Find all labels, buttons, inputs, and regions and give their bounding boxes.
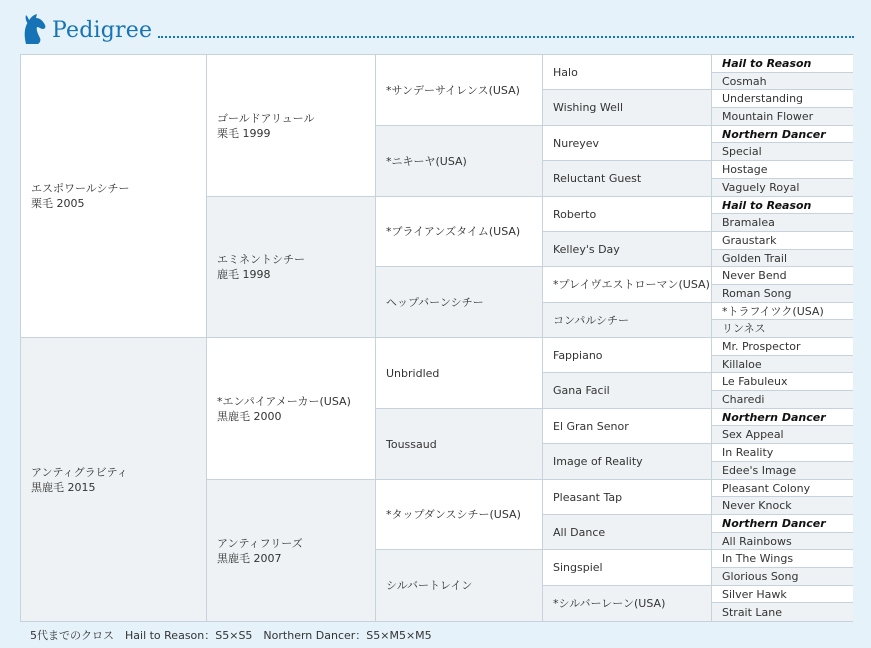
horse-entry xyxy=(722,74,767,89)
pedigree-cell-g5 xyxy=(712,320,853,338)
horse-name: *ブライアンズタイム(USA) xyxy=(386,225,521,238)
horse-entry xyxy=(722,127,826,142)
page-title: Pedigree xyxy=(52,18,153,43)
pedigree-cell-g5 xyxy=(712,250,853,267)
horse-entry xyxy=(553,65,578,80)
horse-entry xyxy=(386,83,520,98)
horse-name: Pleasant Tap xyxy=(553,490,623,504)
pedigree-cell-g5 xyxy=(712,550,853,568)
horse-name: Northern Dancer xyxy=(722,127,826,141)
horse-name: Charedi xyxy=(722,393,765,406)
pedigree-cell-g5 xyxy=(712,90,853,108)
horse-entry xyxy=(553,560,603,575)
horse-entry xyxy=(722,198,811,213)
pedigree-cell-g5 xyxy=(712,232,853,250)
pedigree-cell-g5 xyxy=(712,409,853,426)
pedigree-cell-g5 xyxy=(712,338,853,356)
horse-name: Strait Lane xyxy=(722,605,783,619)
pedigree-cell-g5 xyxy=(712,426,853,444)
horse-name: Bramalea xyxy=(722,216,775,229)
horse-entry xyxy=(722,498,792,513)
horse-entry xyxy=(553,383,610,398)
pedigree-cell-g4 xyxy=(543,444,712,480)
horse-name: Wishing Well xyxy=(553,101,624,114)
pedigree-cell-g4 xyxy=(543,267,712,303)
horse-name: Understanding xyxy=(722,92,804,105)
horse-entry xyxy=(386,437,437,452)
pedigree-cell-g5 xyxy=(712,568,853,586)
horse-entry xyxy=(722,410,826,425)
pedigree-cell-g5 xyxy=(712,214,853,232)
pedigree-cell-g4 xyxy=(543,480,712,515)
horse-name: Sex Appeal xyxy=(722,428,784,441)
horse-name: *サンデーサイレンス(USA) xyxy=(386,83,520,97)
horse-entry xyxy=(722,304,824,319)
horse-entry xyxy=(386,578,472,593)
horse-entry xyxy=(722,605,782,620)
horse-name: Northern Dancer xyxy=(722,517,826,530)
pedigree-cell-g4 xyxy=(543,409,712,444)
pedigree-cell-g5 xyxy=(712,126,853,143)
horse-name: Reluctant Guest xyxy=(553,172,642,185)
pedigree-cell-g5 xyxy=(712,533,853,550)
horse-entry xyxy=(386,295,484,310)
horse-entry xyxy=(722,445,773,460)
pedigree-cell-g5 xyxy=(712,373,853,391)
pedigree-cell-g5 xyxy=(712,480,853,497)
horse-name: Roberto xyxy=(553,207,597,221)
pedigree-cell-g4 xyxy=(543,303,712,338)
pedigree-header xyxy=(16,12,854,48)
horse-name: エミネントシチー xyxy=(217,253,305,266)
pedigree-cell-g4 xyxy=(543,232,712,267)
horse-name: Halo xyxy=(553,65,578,79)
horse-entry xyxy=(722,233,776,248)
horse-color-year: 栗毛 2005 xyxy=(31,197,85,210)
pedigree-cell-g4 xyxy=(543,161,712,197)
horse-name: Hail to Reason xyxy=(722,57,812,70)
pedigree-cell-g3 xyxy=(376,197,543,267)
horse-name: アンティグラビティ xyxy=(31,465,128,479)
horse-name: Edee's Image xyxy=(722,464,797,477)
horse-entry xyxy=(553,171,641,186)
horse-name: Never Knock xyxy=(722,499,792,512)
horse-name: エスポワールシチー xyxy=(31,182,130,195)
pedigree-cell-g4 xyxy=(543,515,712,550)
horse-name: *ニキーヤ(USA) xyxy=(386,154,467,168)
horse-name: Cosmah xyxy=(722,74,767,88)
horse-entry xyxy=(722,551,793,566)
horse-name: Glorious Song xyxy=(722,570,799,583)
horse-entry xyxy=(722,357,762,372)
horse-name: All Dance xyxy=(553,525,606,539)
pedigree-cell-g3 xyxy=(376,267,543,338)
horse-entry xyxy=(722,109,813,124)
pedigree-cell-g5 xyxy=(712,197,853,214)
horse-entry xyxy=(217,252,305,282)
horse-color-year: 鹿毛 1998 xyxy=(217,268,271,281)
pedigree-cell-g5 xyxy=(712,497,853,515)
horse-name: Northern Dancer xyxy=(722,410,826,424)
pedigree-cell-g5 xyxy=(712,462,853,480)
horse-entry xyxy=(722,481,810,496)
horse-entry xyxy=(31,181,130,211)
pedigree-table xyxy=(20,54,853,622)
pedigree-cell-g4 xyxy=(543,550,712,586)
horse-entry xyxy=(553,277,710,292)
pedigree-cell-g4 xyxy=(543,126,712,161)
pedigree-cell-g5 xyxy=(712,143,853,161)
pedigree-cell-g3 xyxy=(376,338,543,409)
pedigree-cell-g3 xyxy=(376,550,543,621)
horse-head-icon xyxy=(18,12,48,46)
horse-name: *プレイヴエストローマン(USA) xyxy=(553,278,710,291)
horse-name: El Gran Senor xyxy=(553,419,629,433)
horse-name: Fappiano xyxy=(553,348,603,362)
pedigree-cell-g5 xyxy=(712,285,853,303)
pedigree-cell-g2 xyxy=(207,197,376,338)
pedigree-cell-g4 xyxy=(543,90,712,126)
pedigree-cell-g4 xyxy=(543,586,712,621)
horse-name: Vaguely Royal xyxy=(722,181,800,194)
horse-entry xyxy=(722,427,784,442)
horse-name: Killaloe xyxy=(722,357,762,371)
horse-name: Mr. Prospector xyxy=(722,340,801,353)
horse-name: アンティフリーズ xyxy=(217,536,303,550)
horse-entry xyxy=(553,419,629,434)
horse-name: Golden Trail xyxy=(722,251,788,265)
horse-name: *エンパイアメーカー(USA) xyxy=(217,394,351,408)
horse-color-year: 黒鹿毛 2000 xyxy=(217,409,282,423)
horse-name: ヘップバーンシチー xyxy=(386,295,484,309)
horse-entry xyxy=(722,251,787,266)
horse-name: シルバートレイン xyxy=(386,579,473,592)
horse-entry xyxy=(722,215,775,230)
pedigree-cell-g4 xyxy=(543,373,712,409)
horse-entry xyxy=(553,490,622,505)
horse-name: Image of Reality xyxy=(553,455,643,468)
horse-name: リンネス xyxy=(722,322,766,335)
horse-name: Mountain Flower xyxy=(722,110,814,123)
pedigree-cell-g5 xyxy=(712,586,853,603)
pedigree-cell-g5 xyxy=(712,108,853,126)
pedigree-cell-g4 xyxy=(543,197,712,232)
horse-name: Graustark xyxy=(722,234,777,247)
pedigree-cell-g1 xyxy=(21,55,207,338)
horse-name: Pleasant Colony xyxy=(722,481,811,495)
horse-name: Hail to Reason xyxy=(722,198,812,212)
horse-entry xyxy=(217,394,351,424)
title-divider xyxy=(158,36,854,38)
horse-name: Gana Facil xyxy=(553,384,610,397)
pedigree-cell-g5 xyxy=(712,73,853,90)
pedigree-cell-g4 xyxy=(543,55,712,90)
horse-entry xyxy=(386,224,520,239)
horse-name: *シルバーレーン(USA) xyxy=(553,597,666,610)
horse-name: Le Fabuleux xyxy=(722,375,788,388)
pedigree-cell-g5 xyxy=(712,356,853,373)
horse-name: Kelley's Day xyxy=(553,242,620,256)
horse-entry xyxy=(553,596,665,611)
pedigree-cell-g5 xyxy=(712,267,853,285)
pedigree-cell-g3 xyxy=(376,480,543,550)
horse-entry xyxy=(722,144,762,159)
pedigree-cell-g3 xyxy=(376,55,543,126)
horse-name: *タップダンスシチー(USA) xyxy=(386,508,521,521)
pedigree-cell-g3 xyxy=(376,409,543,480)
horse-entry xyxy=(722,91,803,106)
pedigree-cell-g2 xyxy=(207,338,376,480)
pedigree-cell-g5 xyxy=(712,444,853,462)
horse-name: In Reality xyxy=(722,446,774,459)
horse-entry xyxy=(553,207,596,222)
horse-entry xyxy=(553,136,599,151)
horse-entry xyxy=(722,374,788,389)
horse-name: Never Bend xyxy=(722,269,787,282)
horse-entry xyxy=(722,321,766,336)
horse-entry xyxy=(553,313,629,328)
pedigree-cell-g3 xyxy=(376,126,543,197)
pedigree-cell-g2 xyxy=(207,55,376,197)
horse-name: コンパルシチー xyxy=(553,313,629,327)
horse-name: Roman Song xyxy=(722,287,792,300)
pedigree-cell-g5 xyxy=(712,161,853,179)
horse-entry xyxy=(722,516,826,531)
horse-color-year: 黒鹿毛 2007 xyxy=(217,551,282,565)
horse-entry xyxy=(553,242,620,257)
horse-color-year: 栗毛 1999 xyxy=(217,126,271,140)
horse-entry xyxy=(553,348,603,363)
horse-name: Toussaud xyxy=(386,437,437,451)
horse-name: Hostage xyxy=(722,163,768,176)
horse-entry xyxy=(722,268,787,283)
horse-entry xyxy=(722,587,787,602)
horse-entry xyxy=(386,507,521,522)
horse-entry xyxy=(31,465,128,495)
horse-name: Unbridled xyxy=(386,366,440,380)
horse-entry xyxy=(722,569,798,584)
horse-entry xyxy=(722,534,792,549)
horse-entry xyxy=(217,536,303,566)
pedigree-cell-g2 xyxy=(207,480,376,621)
pedigree-cell-g5 xyxy=(712,515,853,533)
horse-name: In The Wings xyxy=(722,552,794,565)
horse-name: Nureyev xyxy=(553,136,600,150)
horse-entry xyxy=(722,392,764,407)
pedigree-cell-g5 xyxy=(712,603,853,621)
horse-color-year: 黒鹿毛 2015 xyxy=(31,480,96,494)
horse-entry xyxy=(386,366,439,381)
horse-name: Silver Hawk xyxy=(722,587,787,601)
horse-entry xyxy=(722,339,801,354)
horse-entry xyxy=(553,454,643,469)
horse-entry xyxy=(722,162,768,177)
horse-name: ゴールドアリュール xyxy=(217,111,315,125)
pedigree-cell-g5 xyxy=(712,391,853,409)
pedigree-cell-g5 xyxy=(712,303,853,320)
horse-entry xyxy=(386,154,467,169)
horse-entry xyxy=(722,180,799,195)
pedigree-cell-g4 xyxy=(543,338,712,373)
horse-name: Singspiel xyxy=(553,561,603,574)
pedigree-cell-g5 xyxy=(712,55,853,73)
horse-entry xyxy=(553,525,605,540)
pedigree-cell-g5 xyxy=(712,179,853,197)
horse-entry xyxy=(722,56,811,71)
horse-name: Special xyxy=(722,145,762,158)
horse-entry xyxy=(722,463,796,478)
horse-entry xyxy=(217,111,314,141)
pedigree-cell-g1 xyxy=(21,338,207,621)
horse-name: All Rainbows xyxy=(722,534,792,548)
horse-entry xyxy=(553,100,623,115)
horse-name: *トラフイツク(USA) xyxy=(722,304,824,318)
inbreeding-cross-note: 5代までのクロス Hail to Reason：S5×S5 Northern Dancer：S5×M5×M5 xyxy=(30,629,432,642)
horse-entry xyxy=(722,286,791,301)
